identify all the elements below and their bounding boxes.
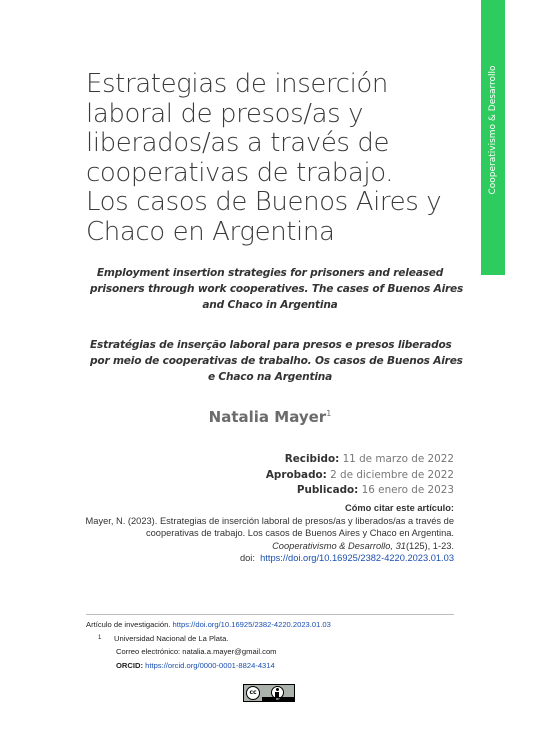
article-title <box>86 70 466 247</box>
footnotes <box>86 614 454 672</box>
author-name <box>150 408 390 426</box>
title-line: Chaco en Argentina <box>86 216 335 247</box>
orcid-label: ORCID: <box>116 660 143 670</box>
citation-journal: Cooperativismo & Desarrollo, <box>272 540 393 551</box>
article-type-note <box>86 618 454 632</box>
title-line: laboral de presos/as y <box>86 98 364 129</box>
journal-side-band <box>481 0 505 275</box>
author-name-text: Natalia Mayer <box>208 408 327 426</box>
cc-by-icon[interactable] <box>243 684 295 702</box>
citation-heading: Cómo citar este artículo: <box>344 503 454 513</box>
received-date <box>266 452 454 468</box>
portuguese-title <box>90 337 463 385</box>
approved-date <box>266 468 454 484</box>
published-label: Publicado: <box>296 484 359 496</box>
citation-line: cooperativas de trabajo. Los casos de Buenos Aires y Chaco en Argentina. <box>145 528 454 538</box>
english-title <box>90 265 464 313</box>
citation-line: Mayer, N. (2023). Estrategias de inserción laboral de presos/as y liberados/as a través de <box>85 515 454 526</box>
title-line: liberados/as a través de <box>86 128 390 158</box>
published-date <box>266 483 454 499</box>
citation-issue-pages: (125), 1-23. <box>405 540 454 551</box>
affiliation-text: Universidad Nacional de La Plata. <box>114 633 229 643</box>
orcid-link[interactable]: https://orcid.org/0000-0001-8824-4314 <box>145 660 275 670</box>
title-line: Los casos de Buenos Aires y <box>86 187 442 217</box>
citation-volume: 31 <box>395 540 406 551</box>
affiliation-mark: 1 <box>98 634 102 641</box>
approved-label: Aprobado: <box>265 468 327 481</box>
portuguese-title-line: Estratégias de inserção laboral para presos e presos liberados <box>90 339 452 351</box>
license-bar: BY <box>262 697 294 701</box>
title-line: cooperativas de trabajo. <box>86 157 394 188</box>
published-value: 16 enero de 2023 <box>361 484 454 496</box>
citation-source <box>74 540 454 553</box>
article-doi-link[interactable]: https://doi.org/10.16925/2382-4220.2023.01.03 <box>172 620 331 629</box>
publication-dates <box>266 452 454 499</box>
article-type-label: Artículo de investigación. <box>86 620 171 629</box>
email-note: Correo electrónico: natalia.a.mayer@gmail.com <box>116 647 277 656</box>
received-label: Recibido: <box>284 453 340 465</box>
citation-doi-link[interactable]: https://doi.org/10.16925/2382-4220.2023.01.03 <box>260 553 454 563</box>
citation-doi-label: doi: <box>239 553 255 563</box>
cc-icon: cc <box>246 686 260 700</box>
citation-block <box>74 502 454 565</box>
english-title-line: Employment insertion strategies for prisoners and released <box>96 267 444 279</box>
approved-value: 2 de diciembre de 2022 <box>330 468 454 481</box>
english-title-line: prisoners through work cooperatives. The cases of Buenos Aires <box>90 283 464 295</box>
received-value: 11 de marzo de 2022 <box>342 453 454 465</box>
title-line: Estrategias de inserción <box>86 69 388 99</box>
journal-name: Cooperativismo & Desarrollo <box>488 65 498 195</box>
citation-doi-line <box>74 552 454 565</box>
english-title-line: and Chaco in Argentina <box>202 299 338 311</box>
portuguese-title-line: por meio de cooperativas de trabalho. Os casos de Buenos Aires <box>90 355 463 367</box>
affiliation-note <box>86 632 454 646</box>
portuguese-title-line: e Chaco na Argentina <box>207 371 333 383</box>
author-footnote-mark: 1 <box>326 409 332 418</box>
orcid-note <box>86 659 454 673</box>
